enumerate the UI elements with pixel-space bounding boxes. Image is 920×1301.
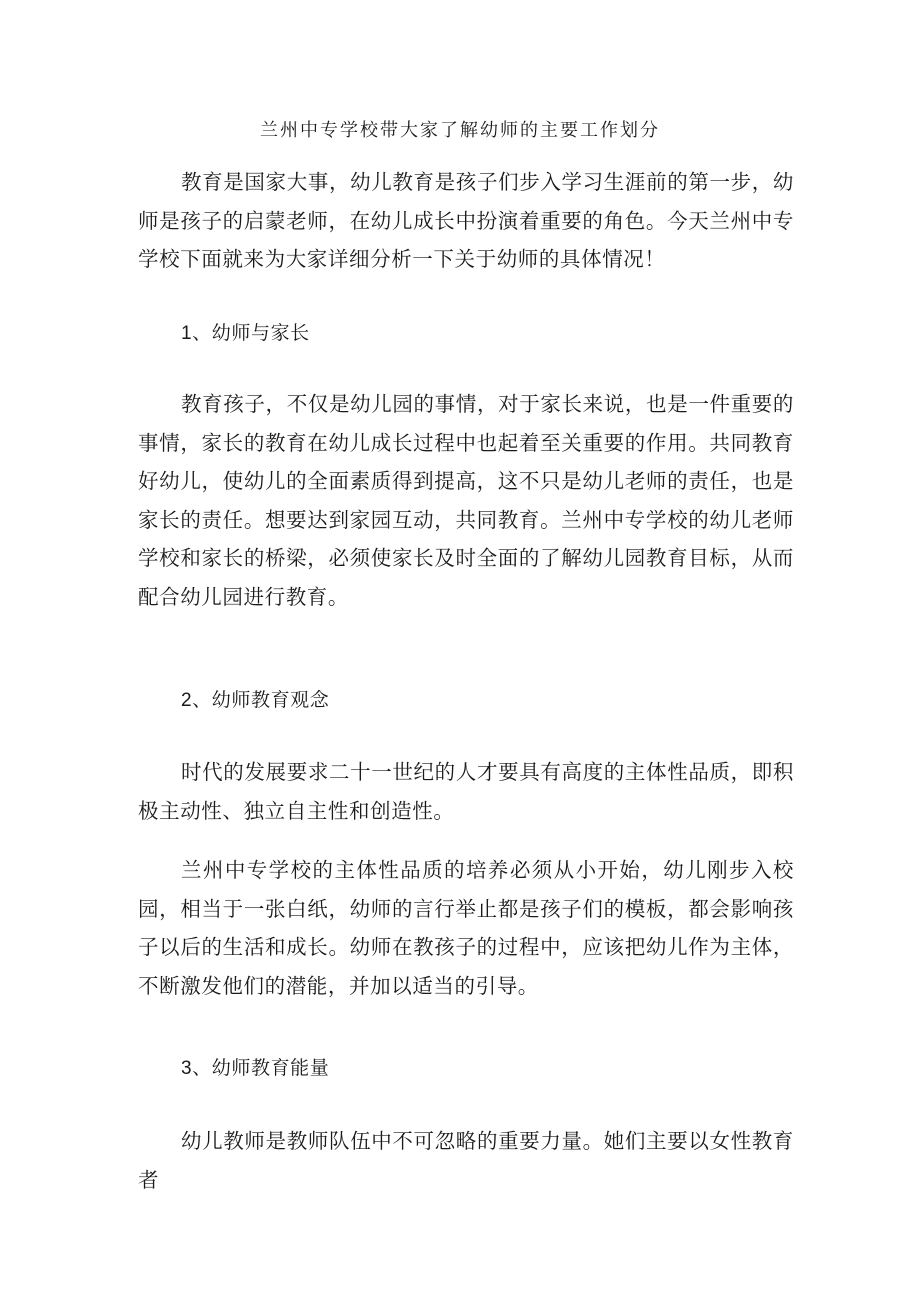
- section-2-title: 幼师教育观念: [211, 689, 330, 711]
- intro-paragraph: 教育是国家大事，幼儿教育是孩子们步入学习生涯前的第一步，幼师是孩子的启蒙老师，在幼儿成长中扮演着重要的角色。今天兰州中专学校下面就来为大家详细分析一下关于幼师的具体情况！: [138, 170, 794, 271]
- section-2-paragraph-1: 时代的发展要求二十一世纪的人才要具有高度的主体性品质，即积极主动性、独立自主性和创造性。: [138, 760, 794, 823]
- section-3-paragraph: 幼儿教师是教师队伍中不可忽略的重要力量。她们主要以女性教育者: [138, 1129, 794, 1192]
- section-3-number: 3、: [181, 1058, 212, 1079]
- section-2-paragraph-2: 兰州中专学校的主体性品质的培养必须从小开始，幼儿刚步入校园，相当于一张白纸，幼师的言行举止都是孩子们的模板，都会影响孩子以后的生活和成长。幼师在教孩子的过程中，应该把幼儿作为主体，不断激发他们的潜能，并加以适当的引导。: [138, 858, 794, 998]
- section-2-heading: [181, 685, 329, 716]
- document-title: 兰州中专学校带大家了解幼师的主要工作划分: [260, 120, 660, 141]
- section-1-paragraph: 教育孩子，不仅是幼儿园的事情，对于家长来说，也是一件重要的事情，家长的教育在幼儿成长过程中也起着至关重要的作用。共同教育好幼儿，使幼儿的全面素质得到提高，这不只是幼儿老师的责任，也是家长的责任。想要达到家园互动，共同教育。兰州中专学校的幼儿老师学校和家长的桥梁，必须使家长及时全面的了解幼儿园教育目标，从而配合幼儿园进行教育。: [138, 392, 794, 609]
- section-3-title: 幼师教育能量: [211, 1057, 330, 1079]
- section-3-heading: [181, 1053, 329, 1084]
- section-1-heading: [181, 318, 310, 349]
- section-2-number: 2、: [181, 690, 212, 711]
- section-1-number: 1、: [181, 323, 212, 344]
- section-1-title: 幼师与家长: [211, 322, 310, 344]
